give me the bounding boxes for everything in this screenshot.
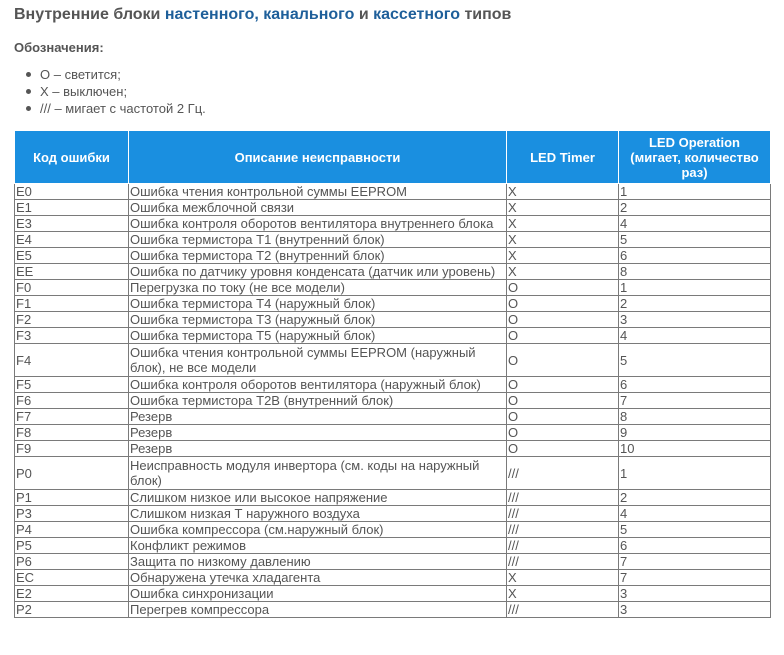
led-timer-cell: O — [507, 312, 619, 328]
description-cell: Ошибка чтения контрольной суммы EEPROM (наружный блок), не все модели — [129, 344, 507, 377]
error-code-cell: F6 — [15, 393, 129, 409]
led-timer-cell: X — [507, 184, 619, 200]
error-code-cell: P1 — [15, 490, 129, 506]
led-timer-cell: X — [507, 248, 619, 264]
led-operation-cell: 9 — [619, 425, 771, 441]
led-operation-cell: 1 — [619, 457, 771, 490]
error-code-cell: F5 — [15, 377, 129, 393]
error-code-cell: F4 — [15, 344, 129, 377]
header-description: Описание неисправности — [129, 131, 507, 184]
description-cell: Ошибка термистора Т2 (внутренний блок) — [129, 248, 507, 264]
description-cell: Конфликт режимов — [129, 538, 507, 554]
title-part-4: кассетного — [373, 6, 460, 23]
description-cell: Ошибка по датчику уровня конденсата (датчик или уровень) — [129, 264, 507, 280]
error-code-cell: EE — [15, 264, 129, 280]
description-cell: Ошибка термистора Т2В (внутренний блок) — [129, 393, 507, 409]
table-row — [15, 200, 771, 216]
led-operation-cell: 1 — [619, 280, 771, 296]
error-code-cell: E5 — [15, 248, 129, 264]
title-part-1: Внутренние блоки — [14, 6, 165, 23]
legend-list — [14, 66, 206, 117]
table-row — [15, 409, 771, 425]
legend-item: О – светится; — [14, 66, 206, 83]
led-timer-cell: X — [507, 264, 619, 280]
led-timer-cell: /// — [507, 602, 619, 618]
description-cell: Ошибка чтения контрольной суммы EEPROM — [129, 184, 507, 200]
led-timer-cell: O — [507, 344, 619, 377]
table-row — [15, 296, 771, 312]
description-cell: Ошибка термистора Т1 (внутренний блок) — [129, 232, 507, 248]
led-operation-cell: 6 — [619, 248, 771, 264]
table-row — [15, 184, 771, 200]
led-operation-cell: 7 — [619, 570, 771, 586]
error-code-cell: EC — [15, 570, 129, 586]
led-operation-cell: 6 — [619, 377, 771, 393]
description-cell: Слишком низкое или высокое напряжение — [129, 490, 507, 506]
led-operation-cell: 2 — [619, 490, 771, 506]
error-code-cell: P3 — [15, 506, 129, 522]
led-timer-cell: O — [507, 441, 619, 457]
led-timer-cell: /// — [507, 554, 619, 570]
description-cell: Ошибка контроля оборотов вентилятора внутреннего блока — [129, 216, 507, 232]
led-operation-cell: 4 — [619, 506, 771, 522]
error-code-cell: P6 — [15, 554, 129, 570]
table-row — [15, 248, 771, 264]
description-cell: Перегрузка по току (не все модели) — [129, 280, 507, 296]
led-timer-cell: O — [507, 425, 619, 441]
description-cell: Ошибка межблочной связи — [129, 200, 507, 216]
led-timer-cell: X — [507, 200, 619, 216]
led-operation-cell: 4 — [619, 216, 771, 232]
table-row — [15, 344, 771, 377]
description-cell: Ошибка контроля оборотов вентилятора (наружный блок) — [129, 377, 507, 393]
error-code-cell: E4 — [15, 232, 129, 248]
error-code-cell: P5 — [15, 538, 129, 554]
description-cell: Ошибка синхронизации — [129, 586, 507, 602]
led-operation-cell: 3 — [619, 312, 771, 328]
title-part-3: и — [354, 6, 374, 23]
description-cell: Ошибка термистора Т4 (наружный блок) — [129, 296, 507, 312]
led-operation-cell: 2 — [619, 296, 771, 312]
table-row — [15, 328, 771, 344]
table-row — [15, 522, 771, 538]
led-timer-cell: /// — [507, 490, 619, 506]
led-operation-cell: 3 — [619, 586, 771, 602]
led-timer-cell: /// — [507, 457, 619, 490]
title-part-2: настенного, канального — [164, 6, 355, 23]
error-code-cell: F2 — [15, 312, 129, 328]
legend-item: /// – мигает с частотой 2 Гц. — [14, 100, 206, 117]
error-code-cell: F0 — [15, 280, 129, 296]
error-codes-table — [14, 130, 771, 618]
description-cell: Перегрев компрессора — [129, 602, 507, 618]
table-row — [15, 377, 771, 393]
led-operation-cell: 5 — [619, 232, 771, 248]
table-row — [15, 602, 771, 618]
table-row — [15, 280, 771, 296]
table-row — [15, 393, 771, 409]
description-cell: Резерв — [129, 425, 507, 441]
table-row — [15, 264, 771, 280]
table-row — [15, 216, 771, 232]
table-row — [15, 441, 771, 457]
header-led-operation: LED Operation (мигает, количество раз) — [619, 131, 771, 184]
legend-heading: Обозначения: — [14, 40, 104, 55]
description-cell: Обнаружена утечка хладагента — [129, 570, 507, 586]
led-timer-cell: O — [507, 393, 619, 409]
table-row — [15, 570, 771, 586]
led-timer-cell: /// — [507, 522, 619, 538]
led-timer-cell: /// — [507, 538, 619, 554]
error-code-cell: F3 — [15, 328, 129, 344]
error-code-cell: F8 — [15, 425, 129, 441]
table-row — [15, 425, 771, 441]
table-row — [15, 538, 771, 554]
description-cell: Ошибка компрессора (см.наружный блок) — [129, 522, 507, 538]
led-operation-cell: 1 — [619, 184, 771, 200]
table-row — [15, 490, 771, 506]
error-code-cell: E3 — [15, 216, 129, 232]
led-timer-cell: X — [507, 216, 619, 232]
led-timer-cell: X — [507, 570, 619, 586]
led-operation-cell: 8 — [619, 264, 771, 280]
led-operation-cell: 4 — [619, 328, 771, 344]
led-timer-cell: X — [507, 586, 619, 602]
table-row — [15, 586, 771, 602]
led-operation-cell: 7 — [619, 554, 771, 570]
led-operation-cell: 7 — [619, 393, 771, 409]
description-cell: Ошибка термистора Т5 (наружный блок) — [129, 328, 507, 344]
led-timer-cell: O — [507, 409, 619, 425]
description-cell: Резерв — [129, 409, 507, 425]
led-operation-cell: 10 — [619, 441, 771, 457]
table-body — [15, 184, 771, 618]
table-row — [15, 312, 771, 328]
error-code-cell: P2 — [15, 602, 129, 618]
led-operation-cell: 5 — [619, 522, 771, 538]
led-operation-cell: 8 — [619, 409, 771, 425]
led-operation-cell: 3 — [619, 602, 771, 618]
led-timer-cell: X — [507, 232, 619, 248]
led-timer-cell: O — [507, 377, 619, 393]
table-header-row — [15, 131, 771, 184]
error-code-cell: E2 — [15, 586, 129, 602]
error-code-cell: F7 — [15, 409, 129, 425]
description-cell: Слишком низкая Т наружного воздуха — [129, 506, 507, 522]
led-operation-cell: 2 — [619, 200, 771, 216]
description-cell: Неисправность модуля инвертора (см. коды на наружный блок) — [129, 457, 507, 490]
table-row — [15, 554, 771, 570]
header-led-timer: LED Timer — [507, 131, 619, 184]
led-operation-cell: 5 — [619, 344, 771, 377]
description-cell: Ошибка термистора Т3 (наружный блок) — [129, 312, 507, 328]
table-row — [15, 506, 771, 522]
table-row — [15, 457, 771, 490]
led-timer-cell: O — [507, 328, 619, 344]
error-code-cell: F9 — [15, 441, 129, 457]
led-timer-cell: O — [507, 280, 619, 296]
header-code: Код ошибки — [15, 131, 129, 184]
description-cell: Резерв — [129, 441, 507, 457]
page-title — [14, 6, 511, 24]
legend-item: Х – выключен; — [14, 83, 206, 100]
error-code-cell: P4 — [15, 522, 129, 538]
led-timer-cell: O — [507, 296, 619, 312]
error-code-cell: P0 — [15, 457, 129, 490]
led-timer-cell: /// — [507, 506, 619, 522]
led-operation-cell: 6 — [619, 538, 771, 554]
error-code-cell: E1 — [15, 200, 129, 216]
error-code-cell: E0 — [15, 184, 129, 200]
error-code-cell: F1 — [15, 296, 129, 312]
title-part-5: типов — [460, 6, 512, 23]
table-row — [15, 232, 771, 248]
description-cell: Защита по низкому давлению — [129, 554, 507, 570]
